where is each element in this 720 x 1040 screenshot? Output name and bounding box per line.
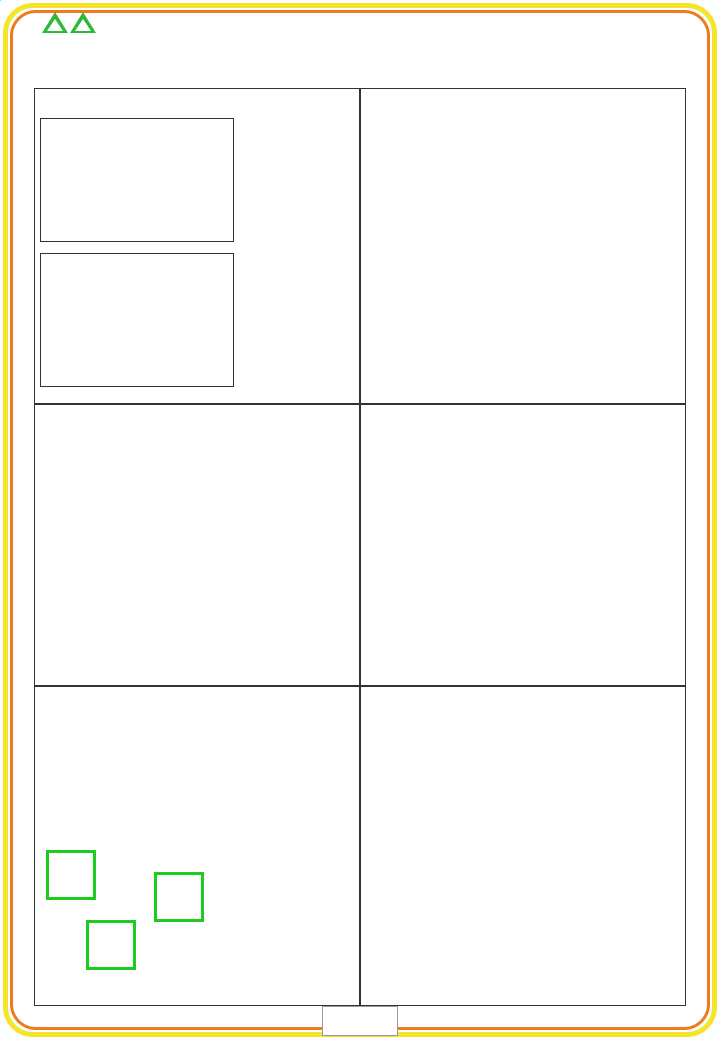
brand-logo xyxy=(322,1006,398,1036)
place-value-table xyxy=(40,118,234,242)
digit-card xyxy=(86,920,136,970)
place-value-table xyxy=(40,253,234,387)
triangle-icon xyxy=(70,12,96,33)
triangle-icon xyxy=(42,12,68,33)
digit-card xyxy=(154,872,204,922)
column-grid xyxy=(0,0,1,1)
digit-card xyxy=(46,850,96,900)
